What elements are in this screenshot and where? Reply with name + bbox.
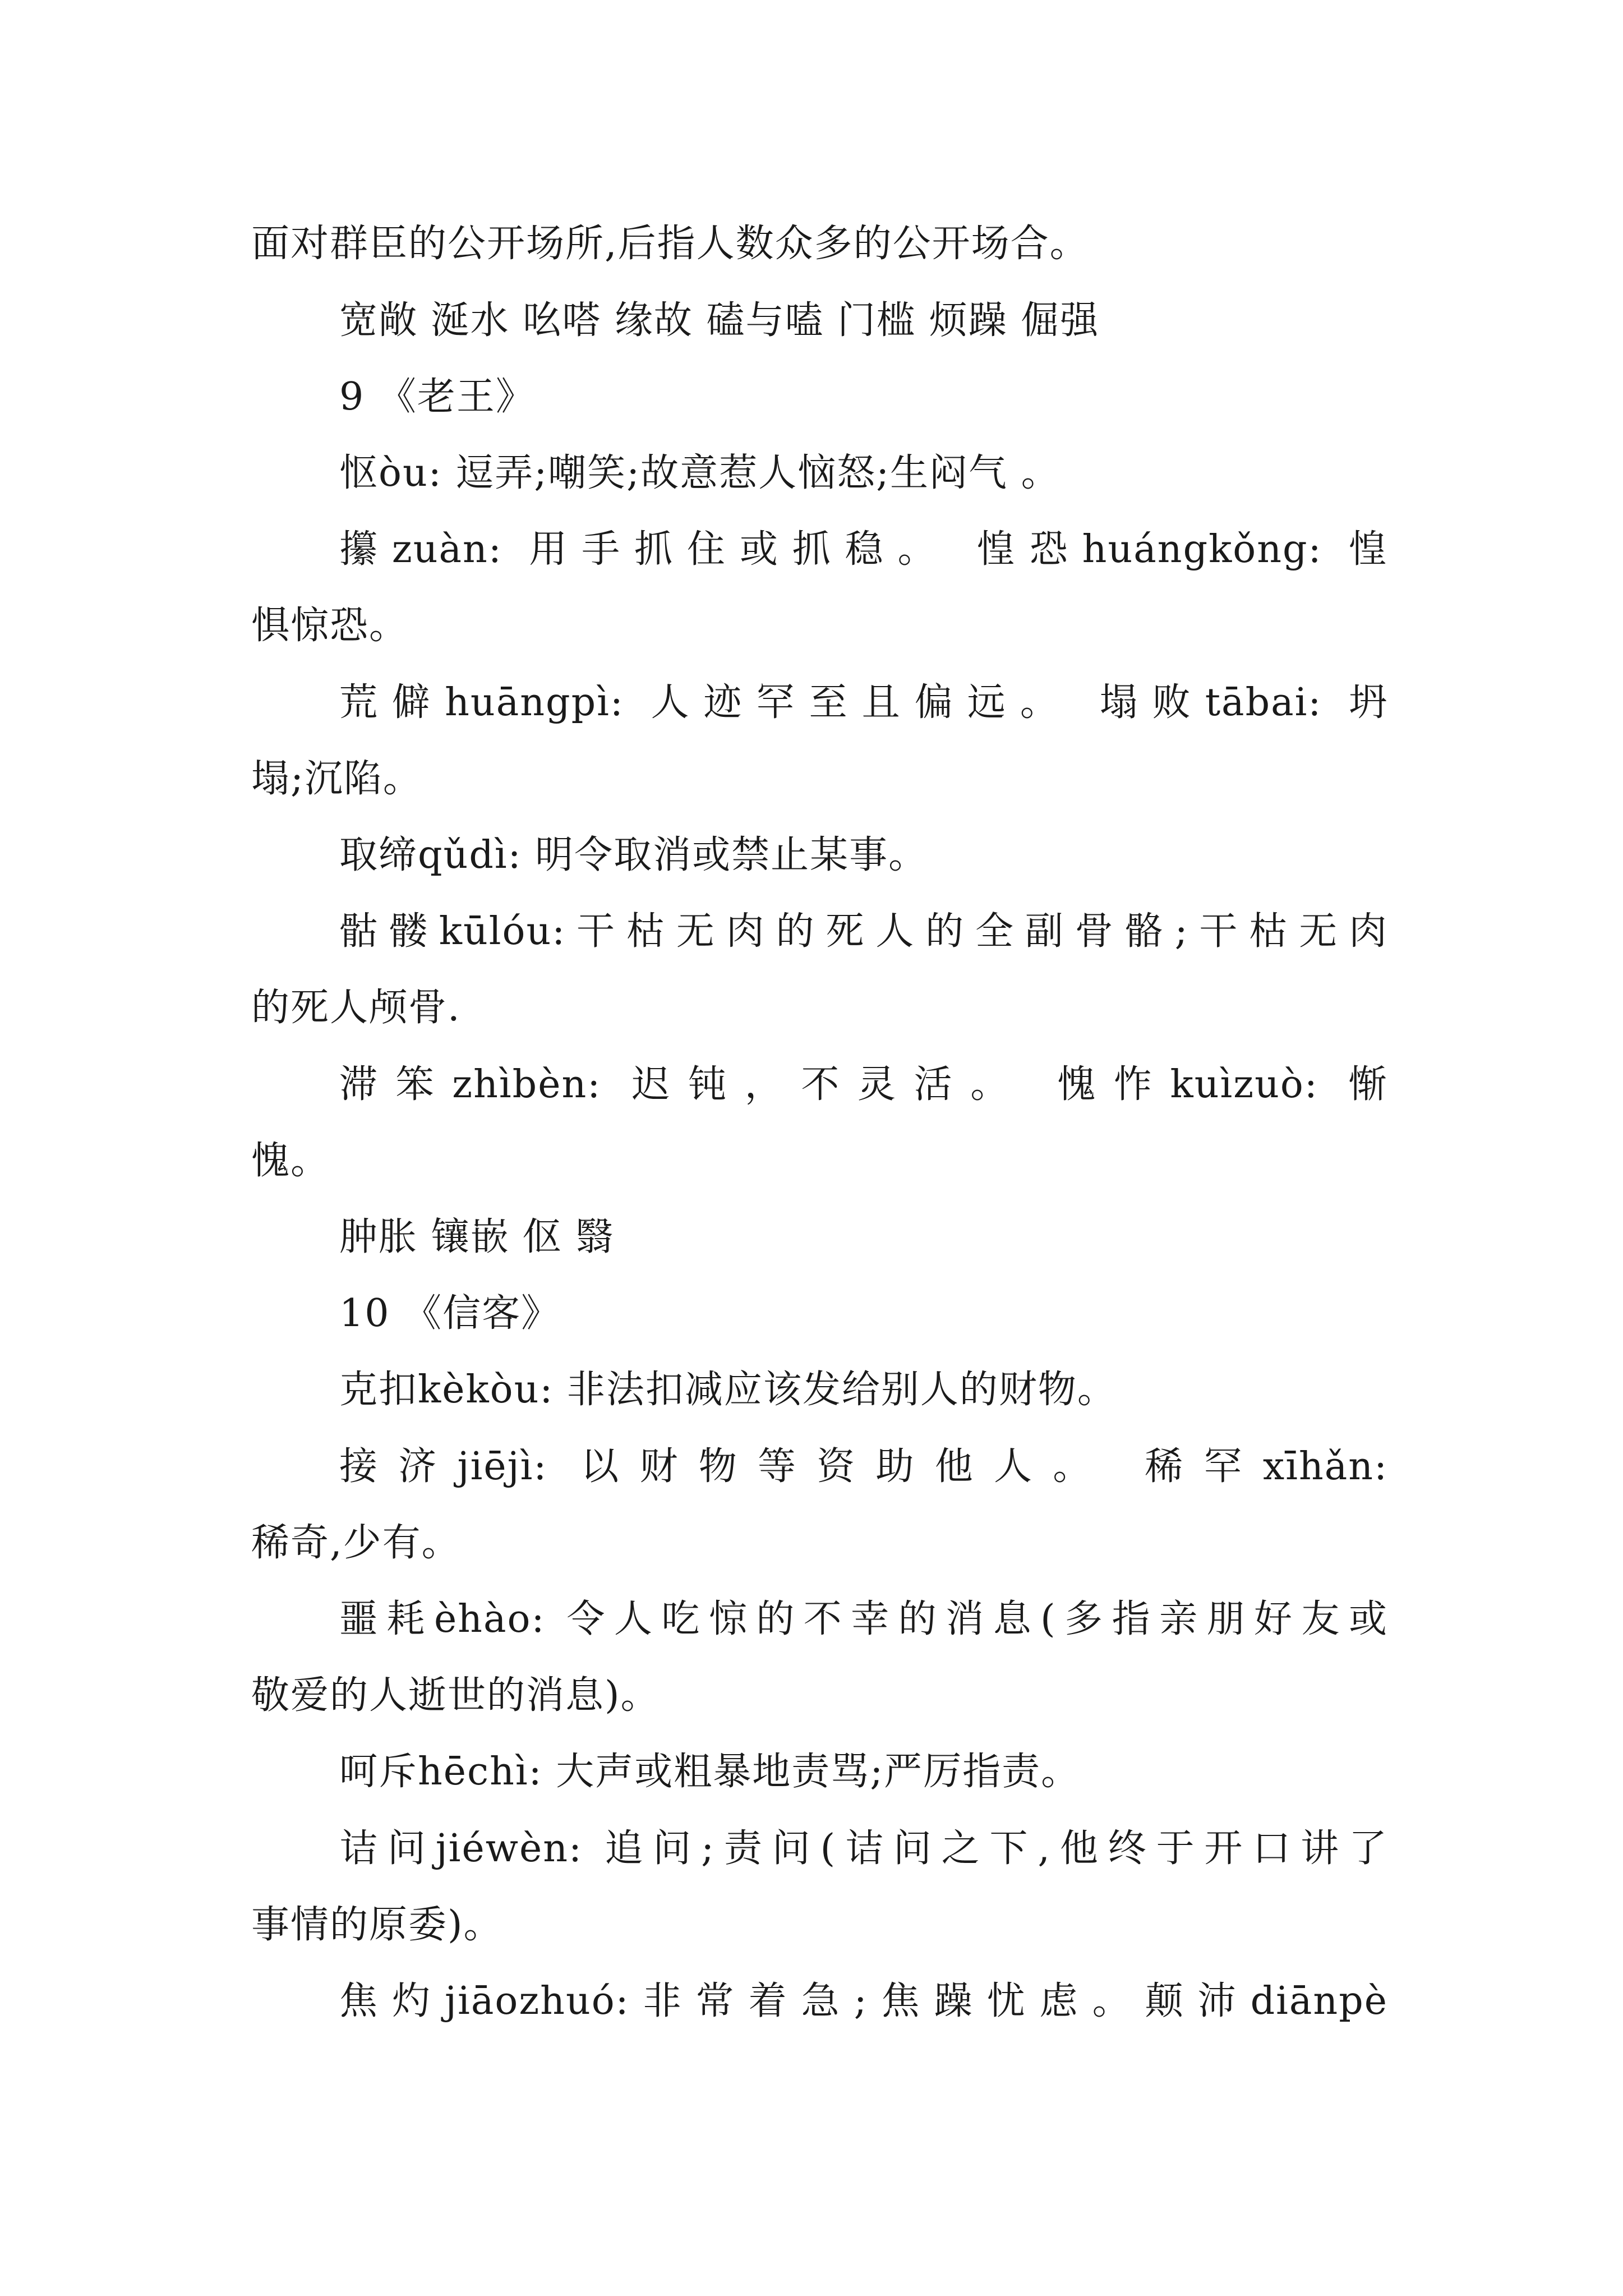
text-line-19: 噩耗èhào: 令人吃惊的不幸的消息(多指亲朋好友或 (339, 1597, 1388, 1641)
text-line-18: 稀奇,少有。 (251, 1521, 461, 1565)
text-line-3: 9 《老王》 (339, 375, 535, 419)
text-line-6: 惧惊恐。 (251, 604, 409, 648)
text-line-4: 怄òu: 逗弄;嘲笑;故意惹人恼怒;生闷气 。 (339, 451, 1061, 495)
text-line-23: 事情的原委)。 (251, 1903, 503, 1947)
text-line-16: 克扣kèkòu: 非法扣减应该发给别人的财物。 (339, 1368, 1117, 1412)
text-line-14: 肿胀 镶嵌 伛 翳 (339, 1215, 615, 1259)
text-line-7: 荒僻huāngpì: 人迹罕至且偏远。 塌败tābai: 坍 (339, 680, 1388, 725)
text-line-13: 愧。 (251, 1139, 330, 1183)
text-line-10: 骷髅kūlóu:干枯无肉的死人的全副骨骼;干枯无肉 (339, 909, 1388, 954)
text-line-9: 取缔qǔdì: 明令取消或禁止某事。 (339, 833, 928, 877)
text-line-22: 诘问jiéwèn: 追问;责问(诘问之下,他终于开口讲了 (339, 1826, 1388, 1871)
text-line-24: 焦灼jiāozhuó:非常着急;焦躁忧虑。颠沛diānpè (339, 1979, 1388, 2023)
text-line-12: 滞笨zhìbèn: 迟钝，不灵活。 愧怍kuìzuò: 惭 (339, 1062, 1388, 1107)
text-line-11: 的死人颅骨. (251, 986, 461, 1030)
text-line-2: 宽敞 涎水 吆嗒 缘故 磕与嗑 门槛 烦躁 倔强 (339, 298, 1100, 343)
text-line-21: 呵斥hēchì: 大声或粗暴地责骂;严厉指责。 (339, 1750, 1081, 1794)
text-line-1: 面对群臣的公开场所,后指人数众多的公开场合。 (251, 222, 1089, 266)
text-line-15: 10 《信客》 (339, 1291, 561, 1336)
text-line-20: 敬爱的人逝世的消息)。 (251, 1673, 660, 1718)
text-line-17: 接济jiējì: 以财物等资助他人。 稀罕xīhǎn: (339, 1444, 1388, 1489)
text-line-5: 攥zuàn: 用手抓住或抓稳。 惶恐huángkǒng: 惶 (339, 527, 1388, 572)
text-line-8: 塌;沉陷。 (251, 757, 422, 801)
